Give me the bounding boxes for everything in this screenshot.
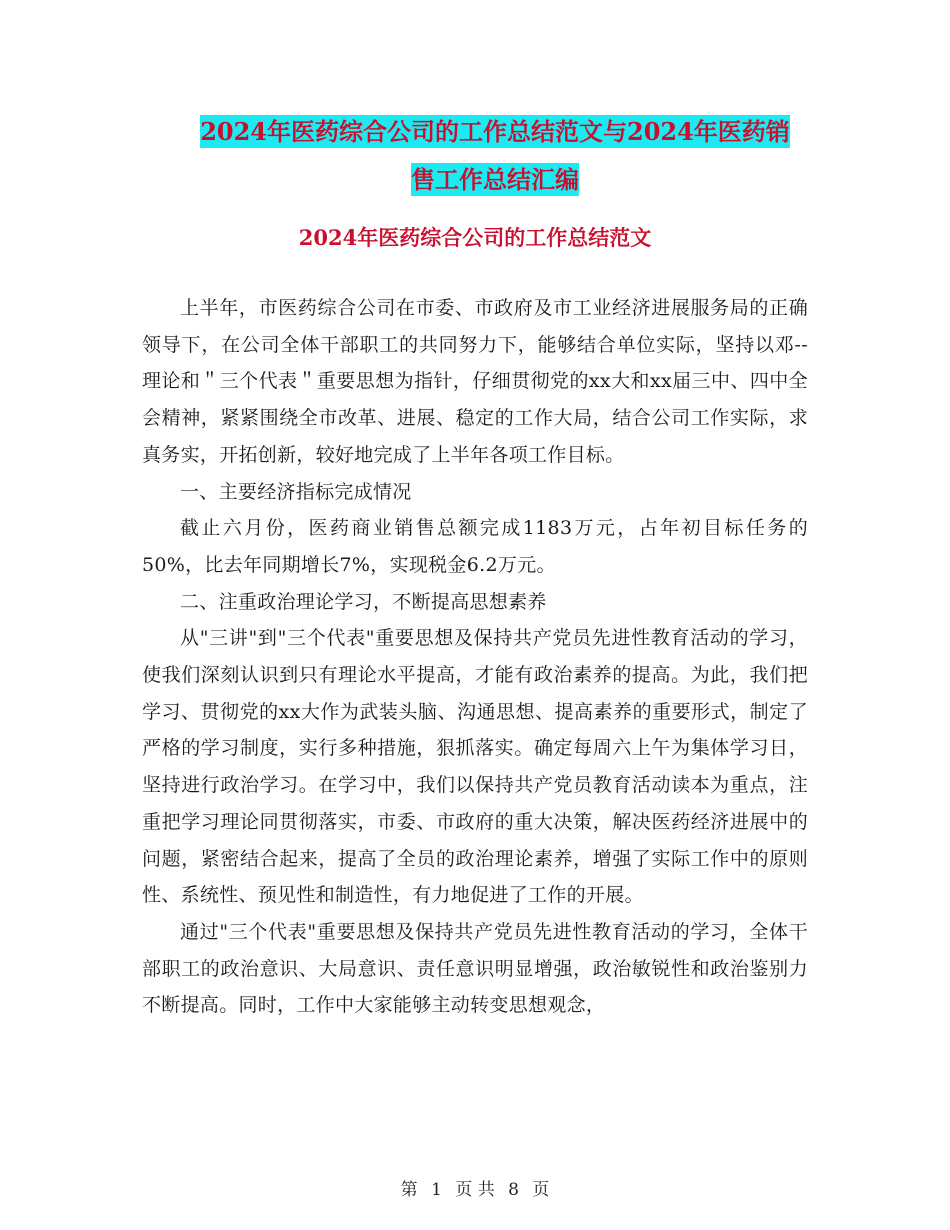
- document-body: [142, 290, 808, 1024]
- footer-middle: 页 共: [455, 1180, 495, 1200]
- heading-economic-indicators: 一、主要经济指标完成情况: [180, 480, 412, 503]
- heading-political-study: 二、注重政治理论学习，不断提高思想素养: [180, 590, 547, 613]
- footer-total-pages: 8: [508, 1180, 519, 1200]
- page-footer: [0, 1175, 950, 1200]
- document-title-line-1: 2024年医药综合公司的工作总结范文与2024年医药销: [200, 117, 790, 146]
- document-title: [140, 108, 850, 204]
- paragraph-study: 从"三讲"到"三个代表"重要思想及保持共产党员先进性教育活动的学习，使我们深刻认识到只有理论水平提高，才能有政治素养的提高。为此，我们把学习、贯彻党的xx大作为武装头脑、沟通思想、提高素养的重要形式，制定了严格的学习制度，实行多种措施，狠抓落实。确定每周六上午为集体学习日，坚持进行政治学习。在学习中，我们以保持共产党员教育活动读本为重点，注重把学习理论同贯彻落实，市委、市政府的重大决策，解决医药经济进展中的问题，紧密结合起来，提高了全员的政治理论素养，增强了实际工作中的原则性、系统性、预见性和制造性，有力地促进了工作的开展。: [142, 627, 808, 907]
- document-title-line-2: 售工作总结汇编: [411, 165, 579, 194]
- paragraph-awareness: 通过"三个代表"重要思想及保持共产党员先进性教育活动的学习，全体干部职工的政治意识、大局意识、责任意识明显增强，政治敏锐性和政治鉴别力不断提高。同时，工作中大家能够主动转变思想观念，: [142, 920, 808, 1017]
- paragraph-sales: 截止六月份，医药商业销售总额完成1183万元，占年初目标任务的50%，比去年同期增长7%，实现税金6.2万元。: [142, 517, 808, 576]
- footer-suffix: 页: [532, 1180, 550, 1200]
- section-title: 2024年医药综合公司的工作总结范文: [298, 225, 652, 250]
- footer-page-number: 1: [431, 1180, 442, 1200]
- paragraph-intro: 上半年，市医药综合公司在市委、市政府及市工业经济进展服务局的正确领导下，在公司全体干部职工的共同努力下，能够结合单位实际，坚持以邓--理论和＂三个代表＂重要思想为指针，仔细贯彻党的xx大和xx届三中、四中全会精神，紧紧围绕全市改革、进展、稳定的工作大局，结合公司工作实际，求真务实，开拓创新，较好地完成了上半年各项工作目标。: [142, 297, 808, 466]
- footer-prefix: 第: [400, 1180, 418, 1200]
